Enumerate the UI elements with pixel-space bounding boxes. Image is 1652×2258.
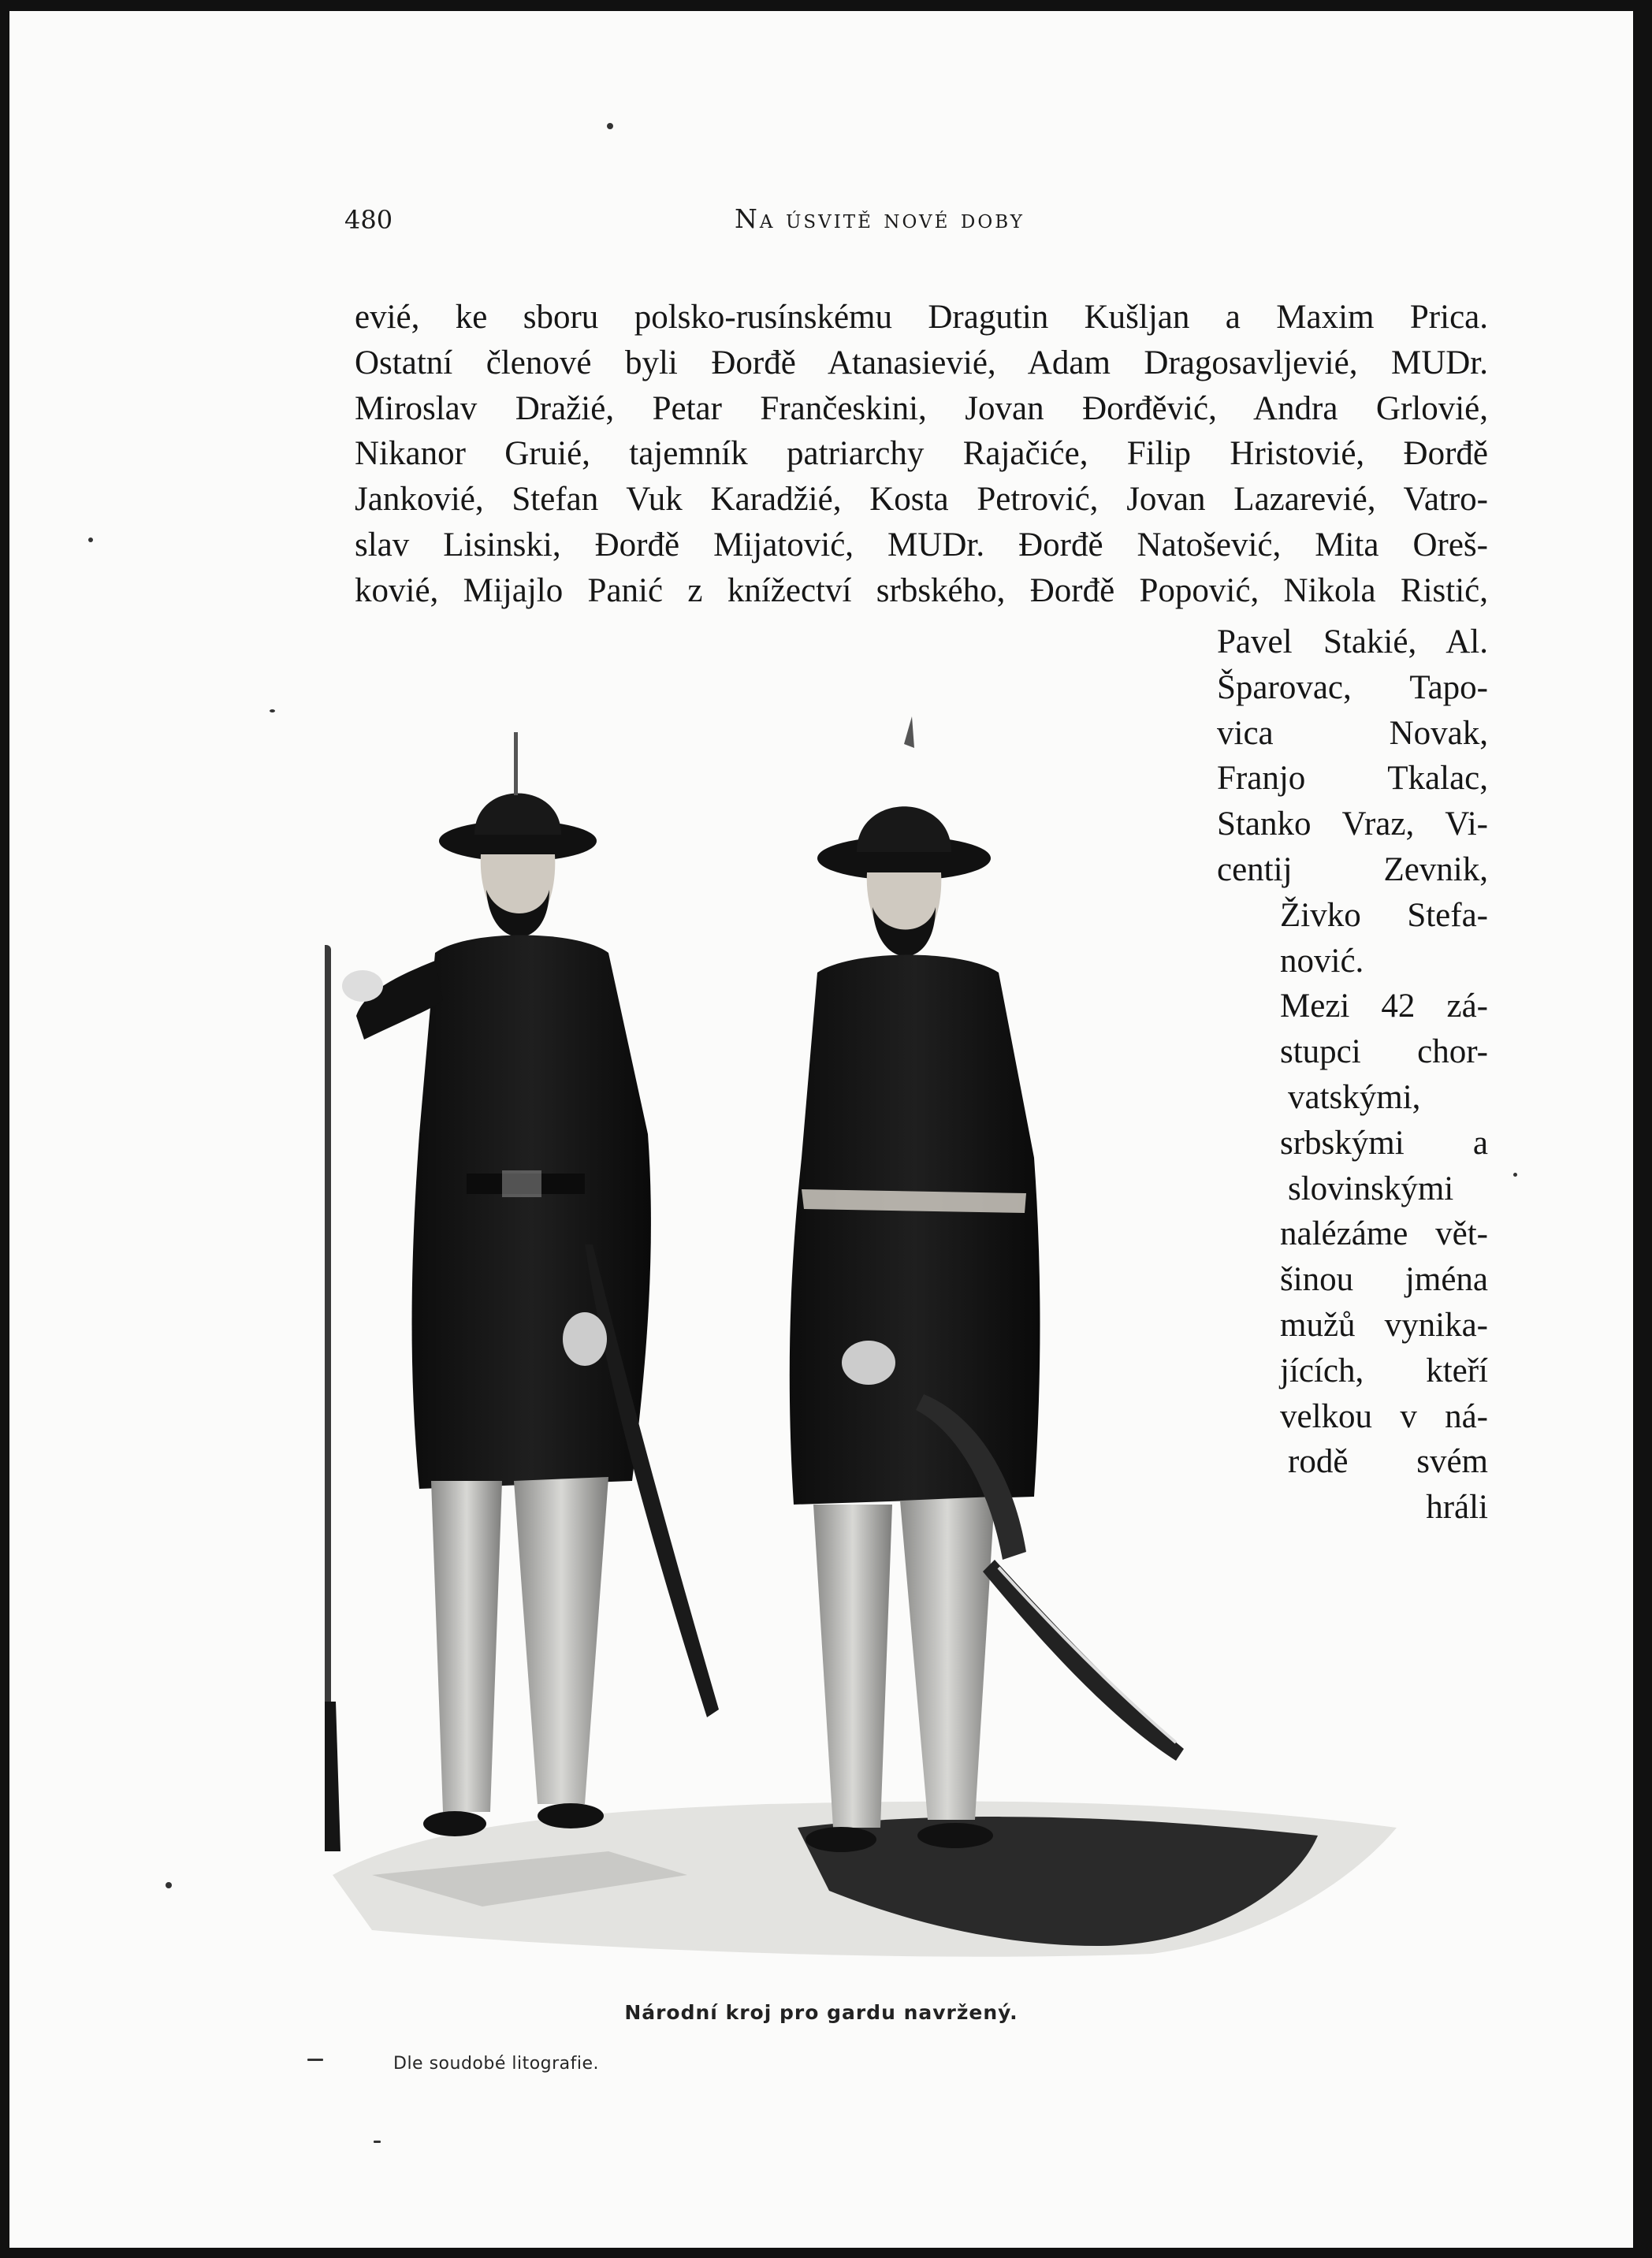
text-line: Ostatní členové byli Đorđě Atanasievié, Adam Dragosavljevié, MUDr. [355, 344, 1488, 381]
text-line: jících, kteří [1280, 1352, 1488, 1389]
ink-speck [307, 2059, 323, 2061]
text-line: šinou jména [1280, 1261, 1488, 1299]
text-line: Šparovac, Tapo- [1217, 668, 1488, 706]
scan-frame-left [0, 0, 9, 2258]
right-guardsman [790, 716, 1184, 1852]
text-line: nović. [1280, 942, 1364, 980]
text-line: hráli [1426, 1489, 1488, 1527]
text-line: centij Zevnik, [1217, 850, 1488, 888]
page-number: 480 [344, 205, 393, 235]
ink-speck [270, 709, 275, 712]
scan-frame-right [1633, 0, 1652, 2258]
left-guardsman [342, 732, 719, 1836]
rifle [325, 716, 340, 1851]
text-line: kovié, Mijajlo Panić z knížectví srbského, Đorđě Popović, Nikola Ristić, [355, 571, 1488, 609]
text-line: Miroslav Dražié, Petar Frančeskini, Jovan Đorđěvić, Andra Grlovié, [355, 389, 1488, 427]
text-line: rodě svém [1288, 1443, 1488, 1481]
ink-speck [1513, 1173, 1517, 1177]
text-line: Franjo Tkalac, [1217, 760, 1488, 798]
text-line: Mezi 42 zá- [1280, 988, 1488, 1025]
body-text [355, 295, 1488, 614]
text-line: slovinskými [1288, 1170, 1454, 1207]
text-line: slav Lisinski, Đorđě Mijatović, MUDr. Đorđě Natošević, Mita Oreš- [355, 526, 1488, 564]
ink-speck [166, 1882, 172, 1888]
text-line: evié, ke sboru polsko-rusínskému Dragutin Kušljan a Maxim Prica. [355, 299, 1488, 336]
text-line: mužů vynika- [1280, 1306, 1488, 1344]
text-line: Pavel Stakié, Al. [1217, 623, 1488, 660]
running-header [344, 199, 1085, 238]
figure-credit: Dle soudobé litografie. [393, 2054, 600, 2074]
text-line: Stanko Vraz, Vi- [1217, 805, 1488, 843]
two-guardsmen-figure [325, 693, 1428, 1962]
text-line: nalézáme vět- [1280, 1215, 1488, 1253]
running-title: Na úsvitě nové doby [735, 203, 1025, 234]
lithograph-illustration [325, 693, 1428, 1962]
text-line: Nikanor Gruié, tajemník patriarchy Rajačiće, Filip Hristovié, Đorđě [355, 435, 1488, 473]
book-page [9, 11, 1633, 2248]
text-line: Živko Stefa- [1280, 896, 1488, 934]
scan-frame-top [0, 0, 1652, 11]
text-line: vica Novak, [1217, 714, 1488, 752]
text-line: velkou v ná- [1280, 1397, 1488, 1435]
figure-caption: Národní kroj pro gardu navržený. [624, 2001, 1018, 2024]
text-line: vatskými, [1288, 1078, 1421, 1116]
ink-speck [374, 2141, 381, 2143]
ink-speck [88, 538, 93, 542]
text-line: srbskými a [1280, 1124, 1488, 1162]
scan-frame-bottom [0, 2248, 1652, 2258]
text-line: stupci chor- [1280, 1033, 1488, 1071]
text-line: Jankovié, Stefan Vuk Karadžié, Kosta Petrović, Jovan Lazarevié, Vatro- [355, 481, 1488, 519]
ink-speck [607, 123, 613, 129]
